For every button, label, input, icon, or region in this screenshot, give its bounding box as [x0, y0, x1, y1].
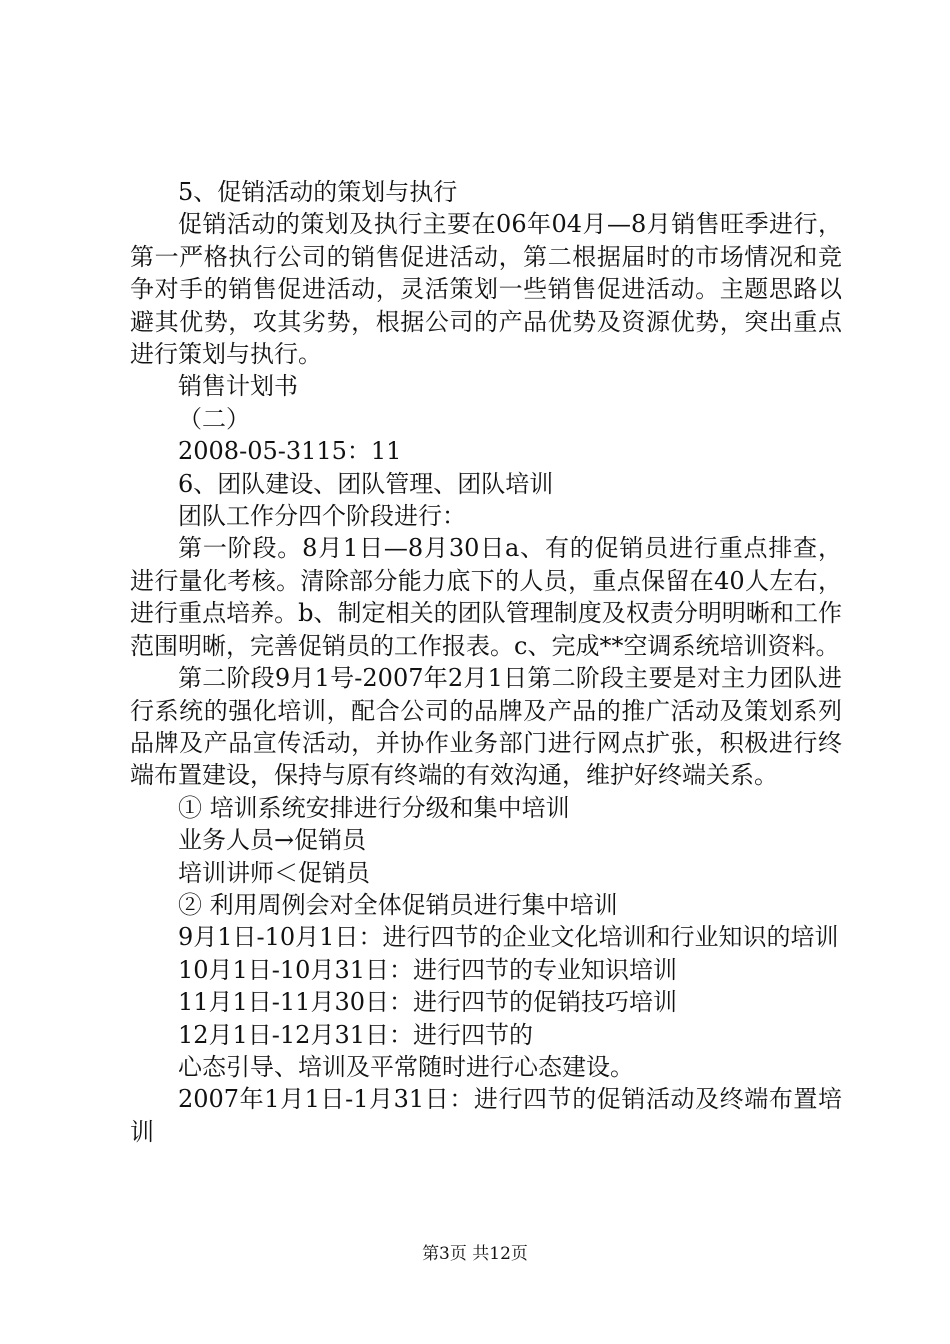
schedule-item-nov: 11月1日-11月30日：进行四节的促销技巧培训	[178, 988, 677, 1017]
page-number-footer: 第3页 共12页	[422, 1244, 528, 1264]
paragraph-stage-one: 第一阶段。8月1日—8月30日a、有的促销员进行重点排查，进行量化考核。清除部分能力底下的人员，重点保留在40人左右，进行重点培养。b、制定相关的团队管理制度及权责分明明晰和工作范围明晰，完善促销员的工作报表。c、完成**空调系统培训资料。	[130, 534, 842, 660]
list-item-training-2: ② 利用周例会对全体促销员进行集中培训	[178, 890, 618, 919]
document-part-number: （二）	[178, 404, 250, 433]
document-timestamp: 2008-05-3115：11	[178, 437, 402, 466]
schedule-item-dec-continued: 心态引导、培训及平常随时进行心态建设。	[178, 1052, 634, 1081]
schedule-item-sep: 9月1日-10月1日：进行四节的企业文化培训和行业知识的培训	[178, 923, 839, 952]
paragraph-stage-two: 第二阶段9月1号-2007年2月1日第二阶段主要是对主力团队进行系统的强化培训，配合公司的品牌及产品的推广活动及策划系列品牌及产品宣传活动，并协作业务部门进行网点扩张，积极进行终端布置建设，保持与原有终端的有效沟通，维护好终端关系。	[130, 664, 842, 790]
list-item-training-flow-1: 业务人员→促销员	[178, 826, 367, 855]
schedule-item-dec: 12月1日-12月31日：进行四节的	[178, 1020, 533, 1049]
list-item-training-1: ① 培训系统安排进行分级和集中培训	[178, 793, 570, 822]
list-item-training-flow-2: 培训讲师＜促销员	[178, 858, 370, 887]
schedule-item-jan: 2007年1月1日-1月31日：进行四节的促销活动及终端布置培训	[130, 1085, 842, 1146]
paragraph-team-intro: 团队工作分四个阶段进行：	[178, 502, 466, 531]
document-body	[130, 176, 842, 1148]
paragraph-promotion-plan: 促销活动的策划及执行主要在06年04月—8月销售旺季进行，第一严格执行公司的销售促进活动，第二根据届时的市场情况和竞争对手的销售促进活动，灵活策划一些销售促进活动。主题思路以避其优势，攻其劣势，根据公司的产品优势及资源优势，突出重点进行策划与执行。	[130, 210, 842, 369]
schedule-item-oct: 10月1日-10月31日：进行四节的专业知识培训	[178, 955, 677, 984]
document-title-line: 销售计划书	[178, 372, 298, 401]
section-heading-team: 6、团队建设、团队管理、团队培训	[178, 469, 554, 498]
section-heading-promotion: 5、促销活动的策划与执行	[178, 178, 458, 206]
